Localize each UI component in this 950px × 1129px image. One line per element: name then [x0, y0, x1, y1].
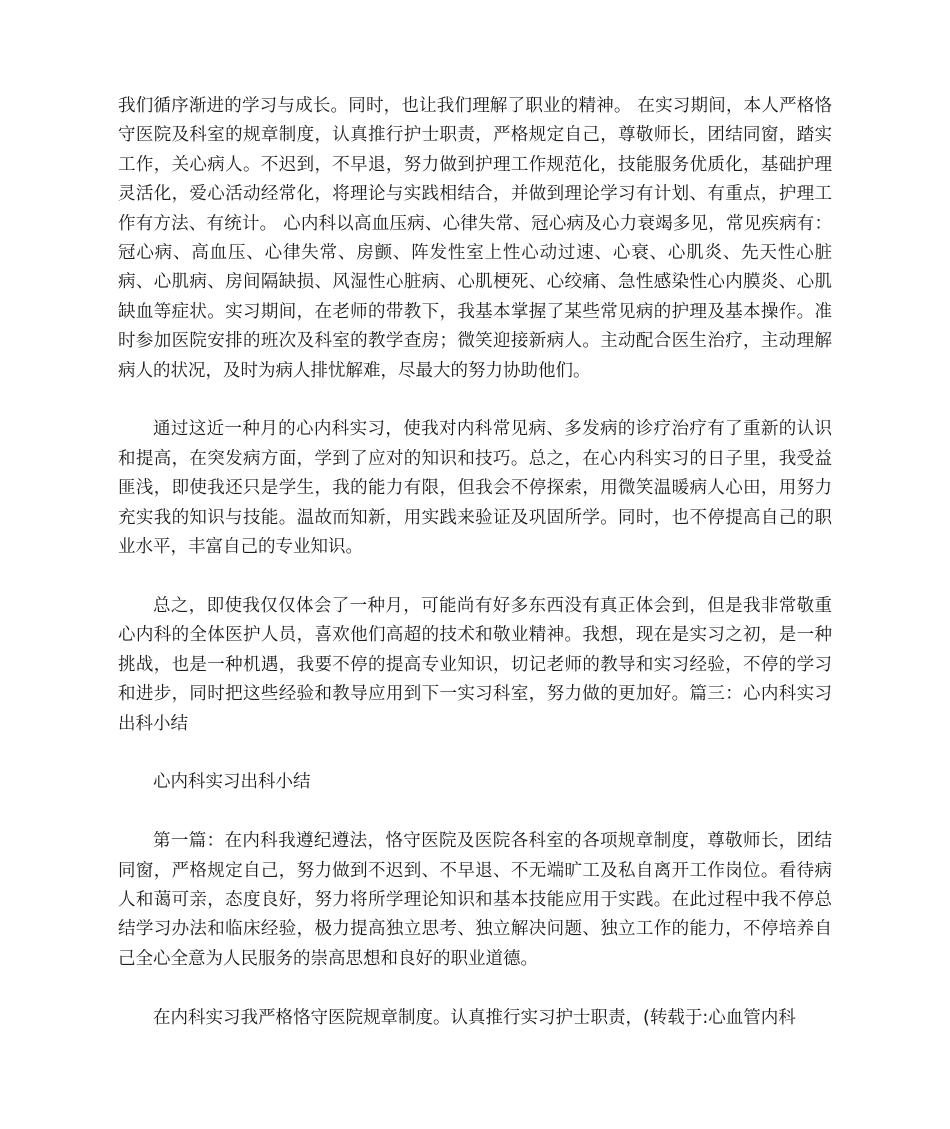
section-heading: 心内科实习出科小结 — [153, 772, 311, 793]
paragraph-3: 总之，即使我仅仅体会了一种月，可能尚有好多东西没有真正体会到，但是我非常敬重心内科的全体医护人员，喜欢他们高超的技术和敬业精神。我想，现在是实习之初，是一种挑战，也是一种机遇，我要不停的提高专业知识，切记老师的教导和实习经验，不停的学习和进步，同时把这些经验和教导应用到下一实习科室，努力做的更加好。篇三：心内科实习出科小结 — [118, 595, 832, 734]
paragraph-5: 在内科实习我严格恪守医院规章制度。认真推行实习护士职责，(转载于:心血管内科 — [153, 1007, 796, 1028]
paragraph-4: 第一篇：在内科我遵纪遵法，恪守医院及医院各科室的各项规章制度，尊敬师长，团结同窗，严格规定自己，努力做到不迟到、不早退、不无端旷工及私自离开工作岗位。看待病人和蔼可亲，态度良好，努力将所学理论知识和基本技能应用于实践。在此过程中我不停总结学习办法和临床经验，极力提高独立思考、独立解决问题、独立工作的能力，不停培养自己全心全意为人民服务的崇高思想和良好的职业道德。 — [118, 831, 832, 969]
paragraph-1: 我们循序渐进的学习与成长。同时，也让我们理解了职业的精神。 在实习期间，本人严格恪守医院及科室的规章制度，认真推行护士职责，严格规定自己，尊敬师长，团结同窗，踏实工作，关心病人。不迟到，不早退，努力做到护理工作规范化，技能服务优质化，基础护理灵活化，爱心活动经常化，将理论与实践相结合，并做到理论学习有计划、有重点，护理工作有方法、有统计。 心内科以高血压病、心律失常、冠心病及心力衰竭多见，常见疾病有：冠心病、高血压、心律失常、房颤、阵发性室上性心动过速、心衰、心肌炎、先天性心脏病、心肌病、房间隔缺损、风湿性心脏病、心肌梗死、心绞痛、急性感染性心内膜炎、心肌缺血等症状。实习期间，在老师的带教下，我基本掌握了某些常见病的护理及基本操作。准时参加医院安排的班次及科室的教学查房；微笑迎接新病人。主动配合医生治疗，主动理解病人的状况，及时为病人排忧解难，尽最大的努力协助他们。 — [118, 96, 832, 381]
document-page — [118, 92, 832, 1033]
paragraph-2: 通过这近一种月的心内科实习，使我对内科常见病、多发病的诊疗治疗有了重新的认识和提高，在突发病方面，学到了应对的知识和技巧。总之，在心内科实习的日子里，我受益匪浅，即使我还只是学生，我的能力有限，但我会不停探索，用微笑温暖病人心田，用努力充实我的知识与技能。温故而知新，用实践来验证及巩固所学。同时，也不停提高自己的职业水平，丰富自己的专业知识。 — [118, 419, 832, 558]
